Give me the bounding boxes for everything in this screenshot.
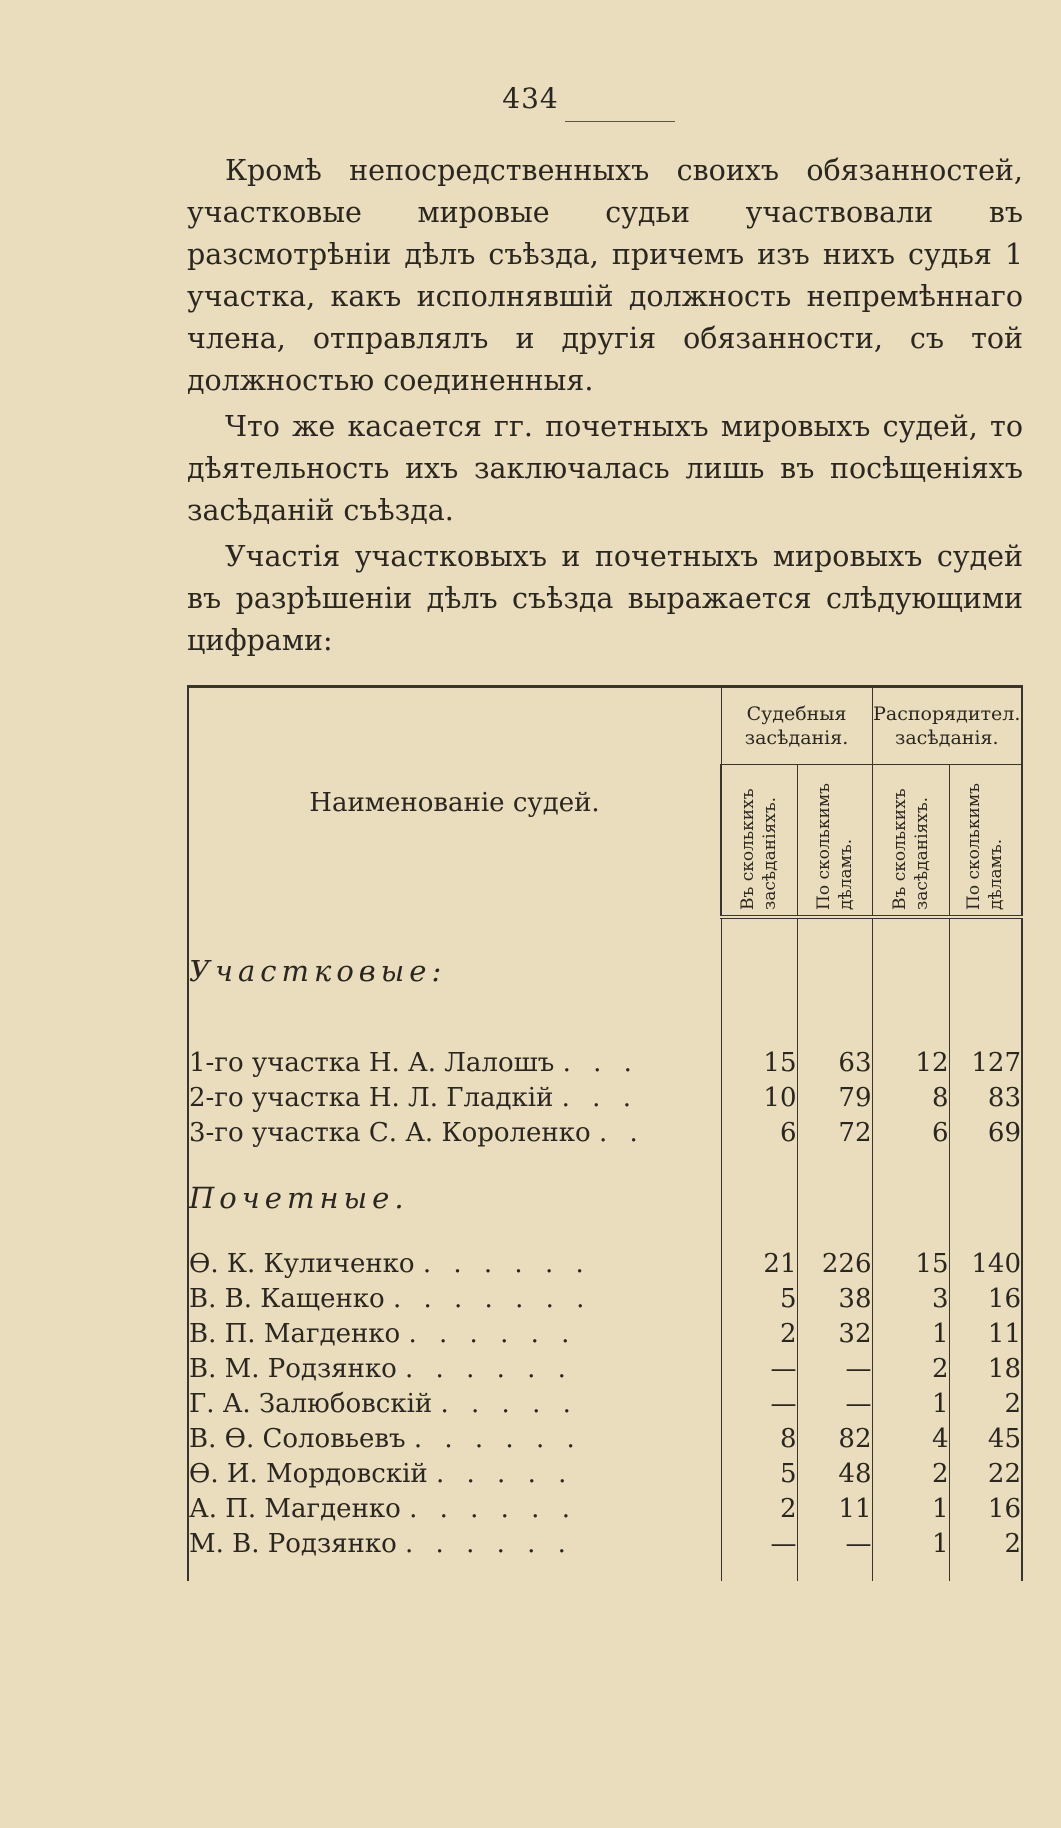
cell-value: 2 — [949, 1526, 1022, 1561]
group-header-court-sessions: Судебныя засѣданія. — [721, 687, 872, 765]
cell-value: 72 — [797, 1115, 872, 1150]
table-row: В. М. Родзянко . . . . . . — — 2 18 — [188, 1351, 1022, 1386]
table-row: М. В. Родзянко . . . . . . — — 1 2 — [188, 1526, 1022, 1561]
cell-value: 1 — [872, 1491, 949, 1526]
cell-value: 8 — [872, 1080, 949, 1115]
cell-value: 16 — [949, 1281, 1022, 1316]
column-header-court-sessions-count: Въ сколькихъ засѣданіяхъ. — [721, 765, 797, 918]
judge-name: В. М. Родзянко — [189, 1353, 397, 1384]
cell-value: 2 — [721, 1491, 797, 1526]
cell-value: 2 — [949, 1386, 1022, 1421]
section-title-district: Участковые: — [188, 917, 721, 1025]
body-text — [187, 150, 1023, 666]
table-row: 3-го участка С. А. Короленко . . 6 72 6 69 — [188, 1115, 1022, 1150]
column-header-admin-sessions-count: Въ сколькихъ засѣданіяхъ. — [872, 765, 949, 918]
table-row: 1-го участка Н. А. Лалошъ . . . 15 63 12 127 — [188, 1045, 1022, 1080]
cell-value: 10 — [721, 1080, 797, 1115]
cell-value: — — [797, 1351, 872, 1386]
cell-value: 21 — [721, 1246, 797, 1281]
column-header-admin-cases-count: По сколькимъ дѣламъ. — [949, 765, 1022, 918]
table-row: В. П. Магденко . . . . . . 2 32 1 11 — [188, 1316, 1022, 1351]
cell-value: 22 — [949, 1456, 1022, 1491]
cell-value: 6 — [872, 1115, 949, 1150]
cell-value: 1 — [872, 1526, 949, 1561]
judge-name: А. П. Магденко — [189, 1493, 401, 1524]
cell-value: 69 — [949, 1115, 1022, 1150]
cell-value: — — [721, 1386, 797, 1421]
table-row: В. В. Кащенко . . . . . . . 5 38 3 16 — [188, 1281, 1022, 1316]
cell-value: — — [721, 1526, 797, 1561]
cell-value: 83 — [949, 1080, 1022, 1115]
cell-value: 15 — [872, 1246, 949, 1281]
cell-value: 2 — [872, 1456, 949, 1491]
judge-name: Ѳ. И. Мордовскій — [189, 1458, 428, 1489]
judge-name: В. Ѳ. Соловьевъ — [189, 1423, 406, 1454]
cell-value: 16 — [949, 1491, 1022, 1526]
cell-value: 8 — [721, 1421, 797, 1456]
cell-value: 2 — [872, 1351, 949, 1386]
cell-value: 5 — [721, 1456, 797, 1491]
cell-value: — — [797, 1386, 872, 1421]
cell-value: 1 — [872, 1316, 949, 1351]
cell-value: 140 — [949, 1246, 1022, 1281]
table-row: В. Ѳ. Соловьевъ . . . . . . 8 82 4 45 — [188, 1421, 1022, 1456]
cell-value: — — [721, 1351, 797, 1386]
table-row: А. П. Магденко . . . . . . 2 11 1 16 — [188, 1491, 1022, 1526]
paragraph-2: Что же касается гг. почетныхъ мировыхъ судей, то дѣятельность ихъ заключалась лишь въ посѣщеніяхъ засѣданій съѣзда. — [187, 410, 1023, 527]
cell-value: 32 — [797, 1316, 872, 1351]
cell-value: — — [797, 1526, 872, 1561]
cell-value: 4 — [872, 1421, 949, 1456]
judge-name: 3-го участка С. А. Короленко — [189, 1117, 591, 1148]
cell-value: 11 — [797, 1491, 872, 1526]
table-row: Ѳ. И. Мордовскій . . . . . 5 48 2 22 — [188, 1456, 1022, 1491]
judges-table-wrap — [187, 685, 1021, 1581]
table-row: Ѳ. К. Куличенко . . . . . . 21 226 15 140 — [188, 1246, 1022, 1281]
cell-value: 226 — [797, 1246, 872, 1281]
cell-value: 2 — [721, 1316, 797, 1351]
table-row: Г. А. Залюбовскій . . . . . — — 1 2 — [188, 1386, 1022, 1421]
cell-value: 15 — [721, 1045, 797, 1080]
cell-value: 5 — [721, 1281, 797, 1316]
section-row-district — [188, 917, 1022, 1025]
judge-name: 1-го участка Н. А. Лалошъ — [189, 1047, 555, 1078]
judge-name: В. В. Кащенко — [189, 1283, 385, 1314]
cell-value: 45 — [949, 1421, 1022, 1456]
cell-value: 1 — [872, 1386, 949, 1421]
column-header-court-cases-count: По сколькимъ дѣламъ. — [797, 765, 872, 918]
cell-value: 3 — [872, 1281, 949, 1316]
judge-name: Ѳ. К. Куличенко — [189, 1248, 415, 1279]
paragraph-3: Участія участковыхъ и почетныхъ мировыхъ судей въ разрѣшеніи дѣлъ съѣзда выражается слѣдующими цифрами: — [187, 540, 1023, 657]
cell-value: 63 — [797, 1045, 872, 1080]
cell-value: 12 — [872, 1045, 949, 1080]
cell-value: 48 — [797, 1456, 872, 1491]
cell-value: 11 — [949, 1316, 1022, 1351]
paragraph-1: Кромѣ непосредственныхъ своихъ обязанностей, участковые мировые судьи участвовали въ разсмотрѣніи дѣлъ съѣзда, причемъ изъ нихъ судья 1 участка, какъ исполнявшій должность непремѣннаго члена, отправлялъ и другія обязанности, съ той должностью соединенныя. — [187, 154, 1023, 397]
cell-value: 38 — [797, 1281, 872, 1316]
cell-value: 18 — [949, 1351, 1022, 1386]
cell-value: 6 — [721, 1115, 797, 1150]
cell-value: 127 — [949, 1045, 1022, 1080]
page-number: 434 — [502, 82, 559, 115]
judges-table — [187, 685, 1023, 1581]
cell-value: 79 — [797, 1080, 872, 1115]
section-title-honorary: Почетные. — [188, 1150, 721, 1246]
cell-value: 82 — [797, 1421, 872, 1456]
group-header-admin-sessions: Распорядител. засѣданія. — [872, 687, 1022, 765]
judge-name: 2-го участка Н. Л. Гладкій — [189, 1082, 554, 1113]
judge-name: В. П. Магденко — [189, 1318, 401, 1349]
column-header-names: Наименованіе судей. — [188, 687, 721, 918]
table-row: 2-го участка Н. Л. Гладкій . . . 10 79 8 83 — [188, 1080, 1022, 1115]
judge-name: Г. А. Залюбовскій — [189, 1388, 433, 1419]
section-row-honorary — [188, 1150, 1022, 1246]
page-number-rule — [565, 121, 675, 122]
judge-name: М. В. Родзянко — [189, 1528, 397, 1559]
